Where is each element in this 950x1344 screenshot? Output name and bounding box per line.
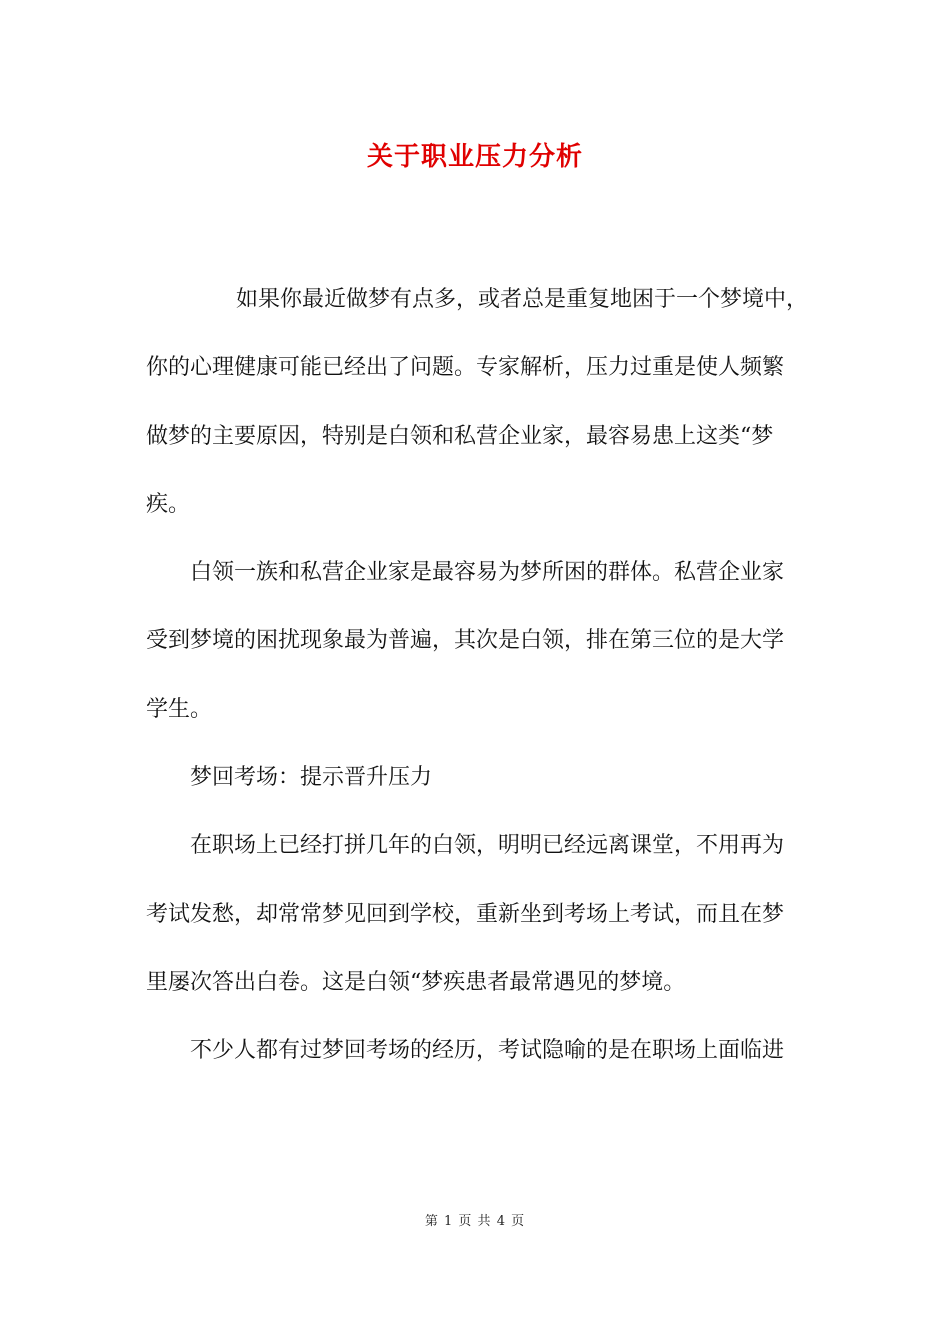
paragraph-line: 受到梦境的困扰现象最为普遍，其次是白领，排在第三位的是大学 — [146, 628, 785, 654]
section-heading: 梦回考场：提示晋升压力 — [190, 765, 433, 791]
document-body — [146, 266, 810, 1086]
paragraph-line: 学生。 — [146, 696, 213, 722]
paragraph-line: 里屡次答出白卷。这是白领“梦疾患者最常遇见的梦境。 — [146, 969, 686, 995]
paragraph-line: 如果你最近做梦有点多，或者总是重复地困于一个梦境中， — [236, 287, 809, 312]
paragraph-line: 做梦的主要原因，特别是白领和私营企业家，最容易患上这类“梦 — [146, 423, 774, 449]
paragraph-line: 在职场上已经打拼几年的白领，明明已经远离课堂，不用再为 — [190, 833, 785, 859]
paragraph-line: 不少人都有过梦回考场的经历，考试隐喻的是在职场上面临进 — [190, 1038, 785, 1064]
paragraph-line: 你的心理健康可能已经出了问题。专家解析，压力过重是使人频繁 — [146, 355, 785, 381]
document-title: 关于职业压力分析 — [366, 142, 583, 172]
paragraph-line: 白领一族和私营企业家是最容易为梦所困的群体。私营企业家 — [190, 560, 785, 586]
paragraph-line: 疾。 — [146, 491, 191, 517]
page-number-footer: 第 1 页 共 4 页 — [424, 1214, 526, 1229]
paragraph-line: 考试发愁，却常常梦见回到学校，重新坐到考场上考试，而且在梦 — [146, 901, 785, 927]
